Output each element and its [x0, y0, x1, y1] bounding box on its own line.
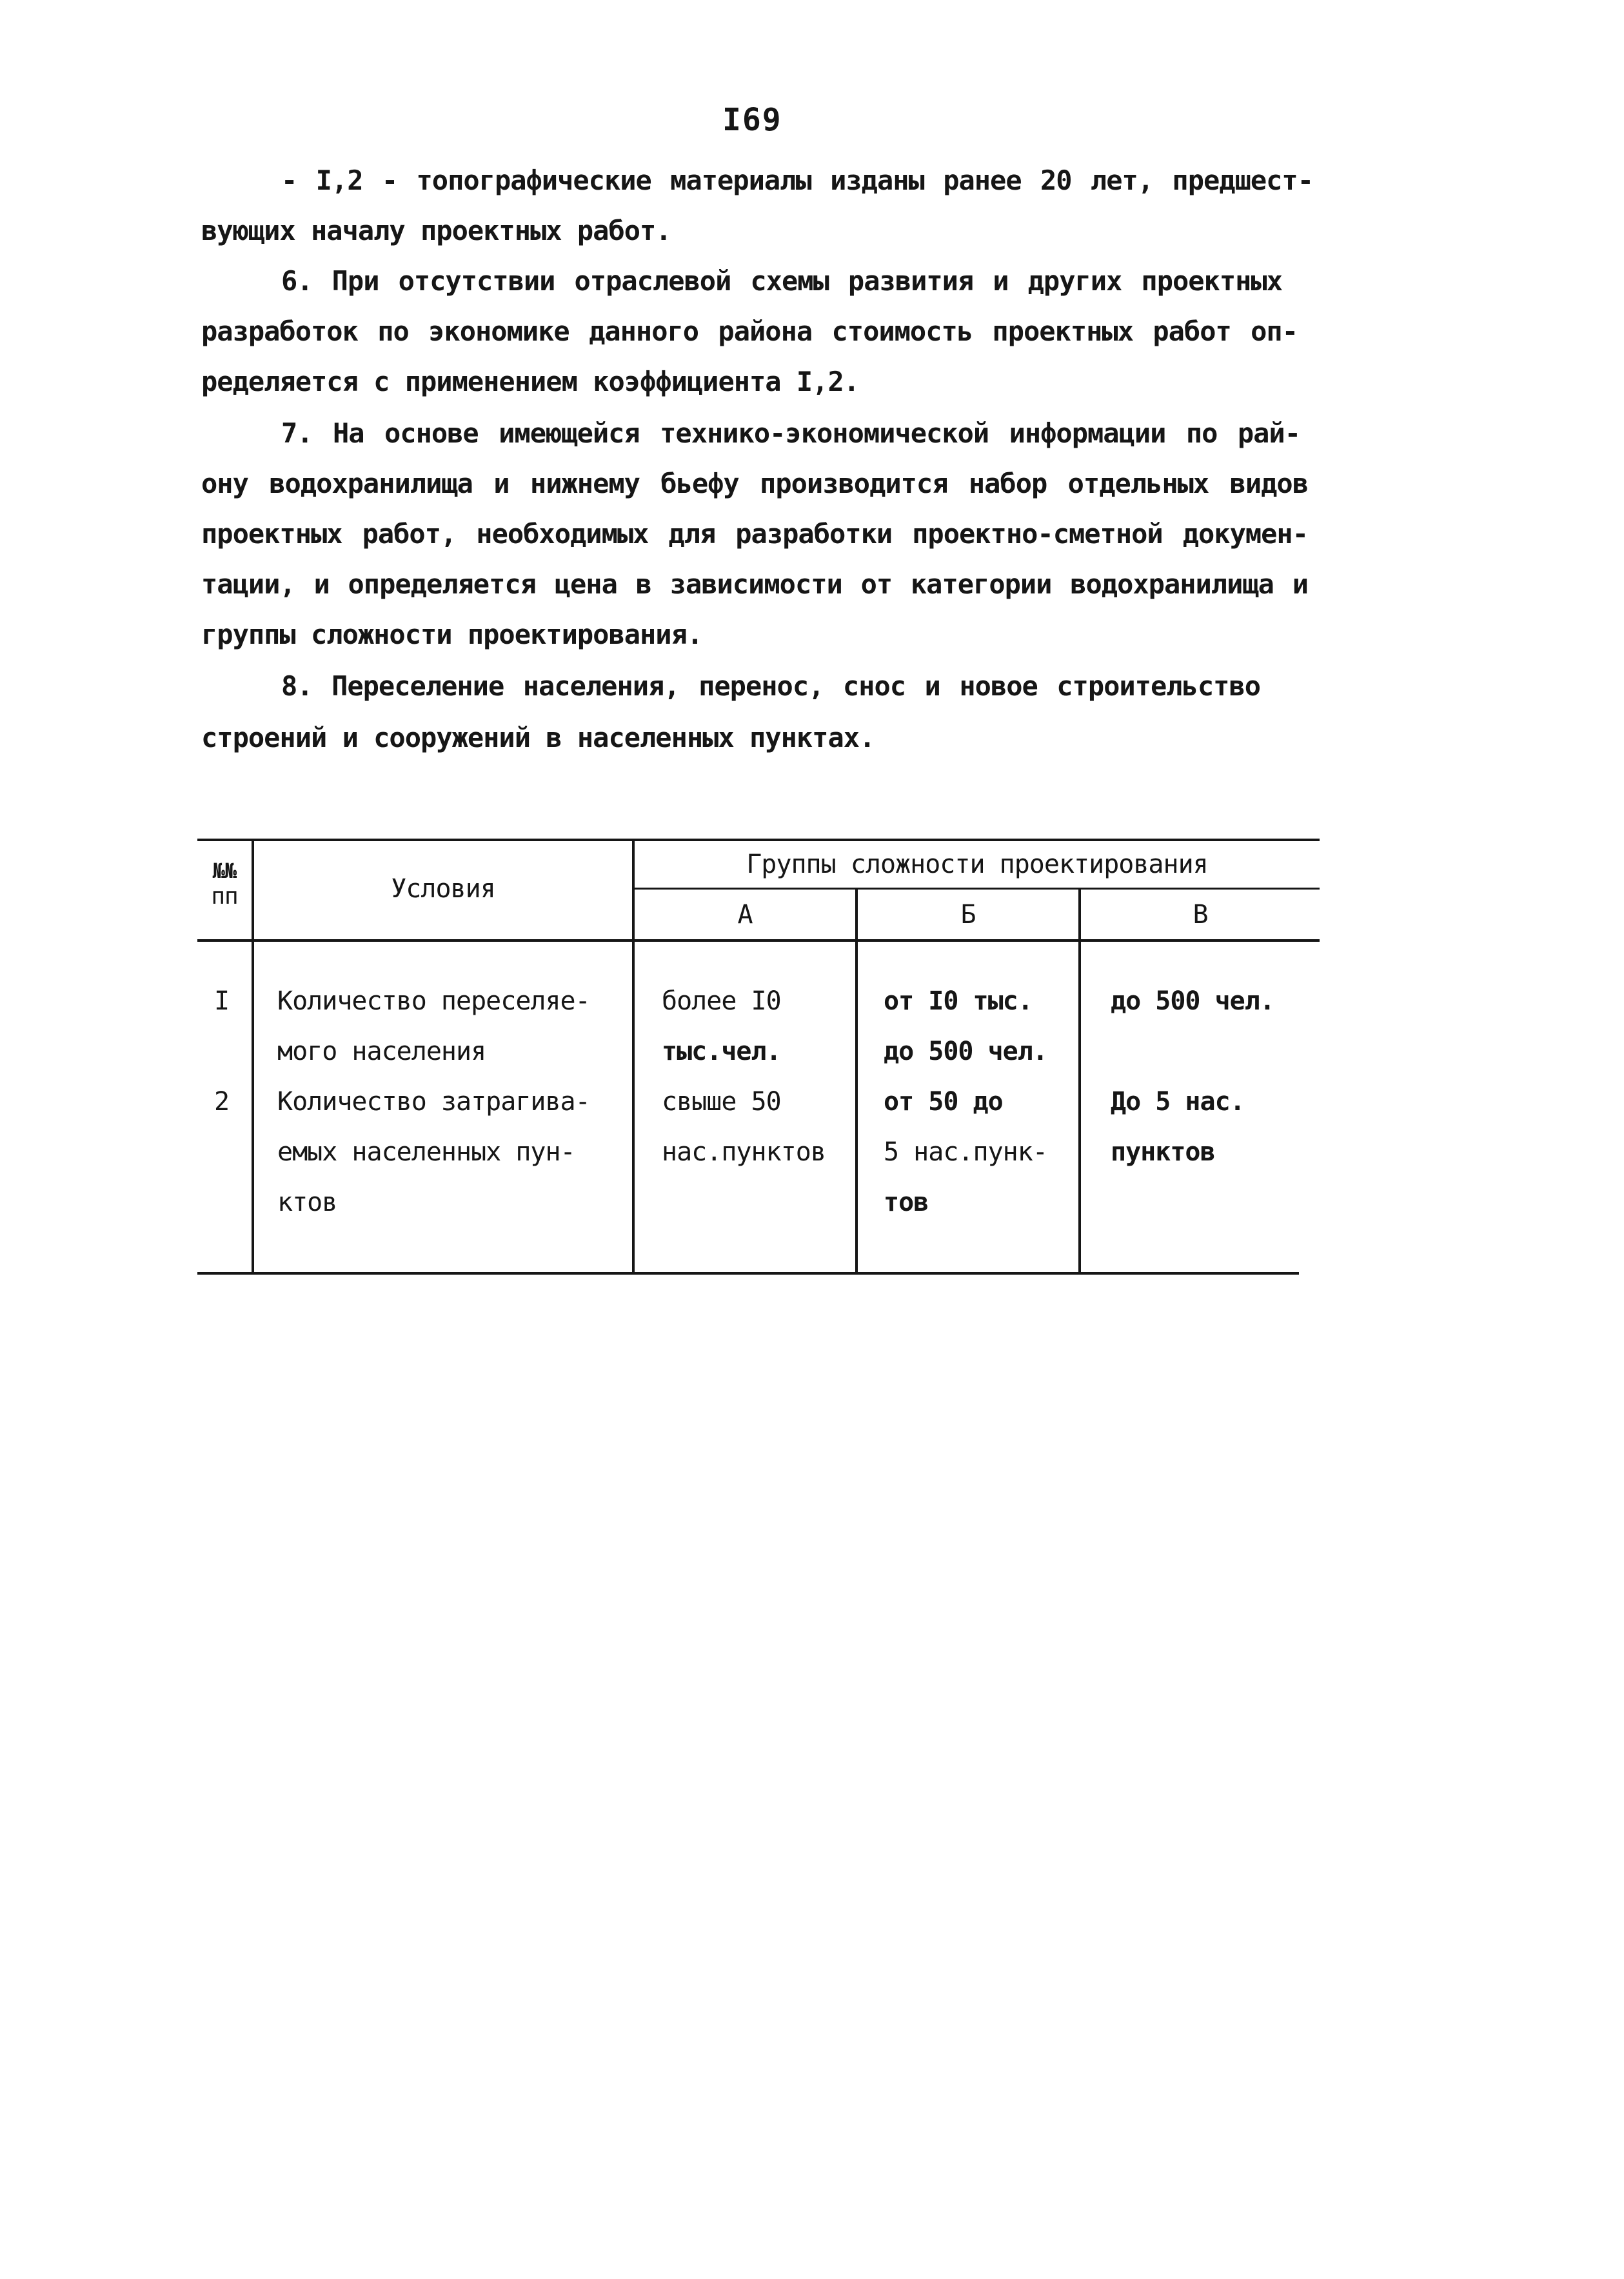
header-num-bottom: пп	[211, 883, 238, 910]
header-groups: Группы сложности проектирования	[746, 850, 1208, 879]
row-1-a-2: тыс.чел.	[662, 1037, 781, 1066]
header-col-a: А	[737, 900, 753, 930]
row-1-v-1: до 500 чел.	[1111, 986, 1274, 1016]
row-1-condition-1: Количество переселяе-	[277, 986, 590, 1016]
row-2-condition-1: Количество затрагива-	[277, 1087, 590, 1117]
text-line: 6. При отсутствии отраслевой схемы развития и других проектных	[281, 265, 1282, 297]
header-conditions: Условия	[391, 874, 495, 904]
row-1-num: I	[214, 986, 230, 1016]
table-divider-b	[1078, 889, 1081, 1275]
row-2-b-2: 5 нас.пунк-	[884, 1137, 1047, 1167]
text-line: - I,2 - топографические материалы изданы ранее 20 лет, предшест-	[281, 164, 1313, 196]
text-line: ределяется с применением коэффициента I,2.	[201, 366, 860, 397]
row-2-v-2: пунктов	[1111, 1137, 1215, 1167]
text-line: строений и сооружений в населенных пунктах.	[201, 722, 875, 753]
row-2-a-1: свыше 50	[662, 1087, 781, 1117]
text-line: 7. На основе имеющейся технико-экономической информации по рай-	[281, 417, 1300, 449]
row-2-v-1: До 5 нас.	[1111, 1087, 1245, 1117]
page-number: I69	[722, 102, 782, 138]
header-col-b: Б	[960, 900, 976, 930]
text-line: ону водохранилища и нижнему бьефу производится набор отдельных видов	[201, 468, 1308, 499]
row-2-condition-2: емых населенных пун-	[277, 1137, 575, 1167]
text-line: проектных работ, необходимых для разработки проектно-сметной докумен-	[201, 518, 1308, 550]
row-2-b-3: тов	[884, 1188, 929, 1217]
row-1-condition-2: мого населения	[277, 1037, 486, 1066]
table-divider-a	[855, 889, 858, 1275]
row-1-b-1: от I0 тыс.	[884, 986, 1033, 1016]
text-line: тации, и определяется цена в зависимости от категории водохранилища и	[201, 568, 1308, 600]
table-bottom-rule	[197, 1272, 1299, 1275]
row-2-condition-3: ктов	[277, 1188, 337, 1217]
row-2-num: 2	[214, 1087, 230, 1117]
text-line: группы сложности проектирования.	[201, 619, 703, 650]
table-groups-rule	[635, 888, 1320, 890]
header-num-top: №№	[212, 859, 237, 883]
row-2-b-1: от 50 до	[884, 1087, 1003, 1117]
table-header-bottom-rule	[197, 939, 1320, 942]
header-col-v: В	[1193, 900, 1208, 930]
row-1-b-2: до 500 чел.	[884, 1037, 1047, 1066]
row-2-a-2: нас.пунктов	[662, 1137, 826, 1167]
table-top-rule	[197, 839, 1320, 841]
complexity-table	[197, 839, 1320, 1277]
row-1-a-1: более I0	[662, 986, 781, 1016]
text-line: разработок по экономике данного района стоимость проектных работ оп-	[201, 315, 1298, 347]
text-line: вующих началу проектных работ.	[201, 215, 671, 246]
text-line: 8. Переселение населения, перенос, снос и новое строительство	[281, 670, 1260, 702]
